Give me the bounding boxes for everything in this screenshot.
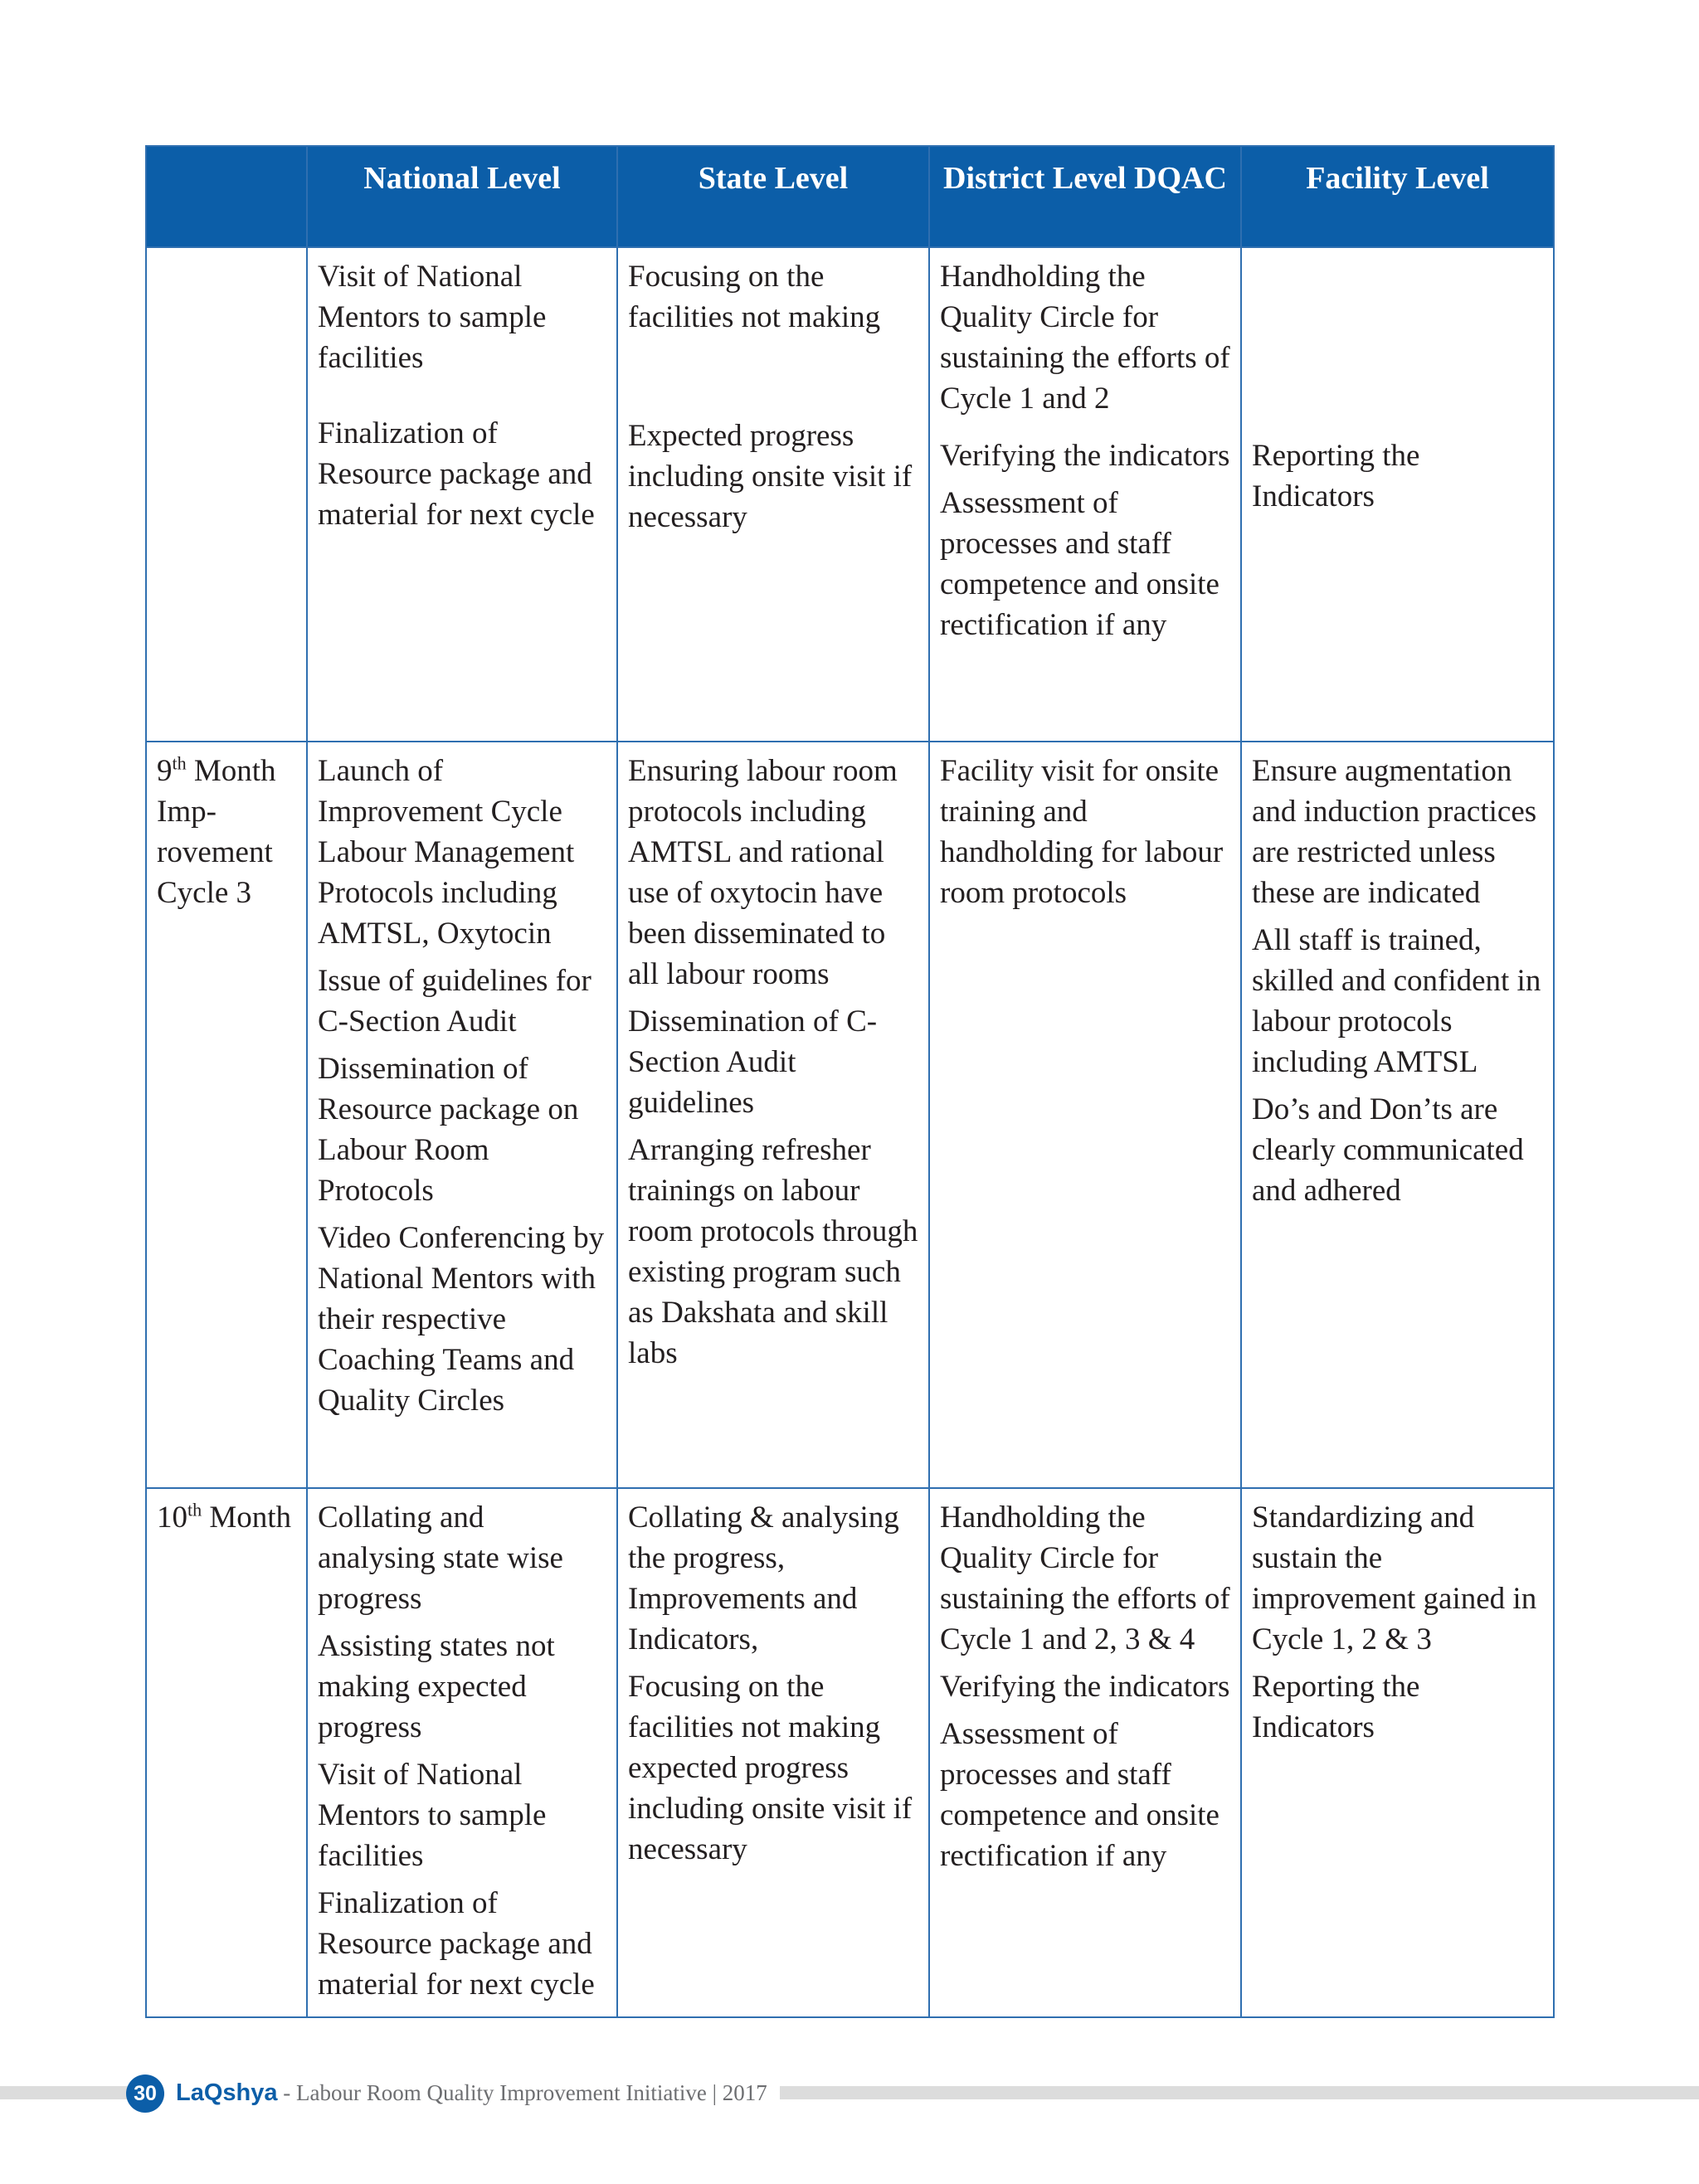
- row-label-cell: [146, 742, 307, 1488]
- header-national: National Level: [307, 146, 617, 247]
- cell-item: Do’s and Don’ts are clearly communicated and adhered: [1252, 1092, 1524, 1208]
- district-cell: [929, 1488, 1241, 2017]
- cell-item: Finalization of Resource package and material for next cycle: [318, 416, 595, 532]
- facility-cell: [1241, 1488, 1554, 2017]
- brand-name: LaQshya: [176, 2079, 278, 2106]
- cell-item: Video Conferencing by National Mentors with their respective Coaching Teams and Quality Circles: [318, 1221, 605, 1418]
- district-cell: [929, 247, 1241, 742]
- national-cell: [307, 1488, 617, 2017]
- cell-item: Verifying the indicators: [940, 439, 1230, 473]
- cell-item: Collating and analysing state wise progress: [318, 1501, 563, 1616]
- row-label-cell: [146, 1488, 307, 2017]
- cell-item: Launch of Improvement Cycle Labour Management Protocols including AMTSL, Oxytocin: [318, 754, 575, 951]
- cell-item: Assessment of processes and staff competence and onsite rectification if any: [940, 1717, 1219, 1873]
- cell-item: Dissemination of C-Section Audit guidelines: [628, 1004, 878, 1120]
- row-label-cell: [146, 247, 307, 742]
- header-facility: Facility Level: [1241, 146, 1554, 247]
- row-label-suffix: th: [187, 1499, 202, 1520]
- cell-item: Finalization of Resource package and material for next cycle: [318, 1886, 595, 2002]
- plan-table: [145, 145, 1555, 2018]
- footer-title: - Labour Room Quality Improvement Initiative | 2017: [277, 2080, 767, 2105]
- national-cell: [307, 247, 617, 742]
- cell-item: Visit of National Mentors to sample facilities: [318, 1758, 547, 1873]
- cell-item: Collating & analysing the progress, Improvements and Indicators,: [628, 1501, 899, 1656]
- row-label-suffix: th: [172, 752, 187, 774]
- cell-item: Expected progress including onsite visit if necessary: [628, 419, 913, 534]
- cell-item: Visit of National Mentors to sample facilities: [318, 260, 547, 375]
- row-label-text: Month: [202, 1501, 292, 1535]
- header-row: [146, 146, 1554, 247]
- cell-item: Handholding the Quality Circle for sustaining the efforts of Cycle 1 and 2: [940, 260, 1230, 416]
- footer-rule-right: [780, 2086, 1699, 2099]
- footer-caption: [176, 2076, 779, 2109]
- cell-item: Standardizing and sustain the improvement gained in Cycle 1, 2 & 3: [1252, 1501, 1537, 1656]
- facility-cell: [1241, 247, 1554, 742]
- cell-item: Facility visit for onsite training and handholding for labour room protocols: [940, 754, 1224, 910]
- cell-item: Verifying the indicators: [940, 1670, 1230, 1704]
- cell-item: Arranging refresher trainings on labour room protocols through existing program such as Dakshata and skill labs: [628, 1133, 918, 1370]
- table-row: [146, 247, 1554, 742]
- row-label-number: 9: [157, 754, 173, 788]
- facility-cell: [1241, 742, 1554, 1488]
- cell-item: Reporting the Indicators: [1252, 1670, 1420, 1744]
- cell-item: Ensuring labour room protocols including AMTSL and rational use of oxytocin have been disseminated to all labour rooms: [628, 754, 898, 991]
- cell-item: Assisting states not making expected progress: [318, 1629, 555, 1744]
- row-label-text: Month Imp-rovement Cycle 3: [157, 754, 276, 910]
- national-cell: [307, 742, 617, 1488]
- state-cell: [617, 742, 929, 1488]
- cell-item: Ensure augmentation and induction practices are restricted unless these are indicated: [1252, 754, 1537, 910]
- cell-item: All staff is trained, skilled and confident in labour protocols including AMTSL: [1252, 923, 1541, 1079]
- state-cell: [617, 1488, 929, 2017]
- page-number: 30: [126, 2075, 164, 2113]
- cell-item: Issue of guidelines for C-Section Audit: [318, 964, 591, 1038]
- table-row: [146, 1488, 1554, 2017]
- table-row: [146, 742, 1554, 1488]
- cell-item: Focusing on the facilities not making expected progress including onsite visit if necessary: [628, 1670, 913, 1866]
- cell-item: Assessment of processes and staff competence and onsite rectification if any: [940, 486, 1219, 642]
- cell-item: Focusing on the facilities not making: [628, 260, 881, 334]
- district-cell: [929, 742, 1241, 1488]
- footer-rule-left: [0, 2086, 145, 2099]
- header-district: District Level DQAC: [929, 146, 1241, 247]
- header-state: State Level: [617, 146, 929, 247]
- cell-item: Dissemination of Resource package on Labour Room Protocols: [318, 1052, 579, 1208]
- cell-item: Reporting the Indicators: [1252, 439, 1420, 513]
- header-blank: [146, 146, 307, 247]
- state-cell: [617, 247, 929, 742]
- cell-item: Handholding the Quality Circle for sustaining the efforts of Cycle 1 and 2, 3 & 4: [940, 1501, 1230, 1656]
- row-label-number: 10: [157, 1501, 187, 1535]
